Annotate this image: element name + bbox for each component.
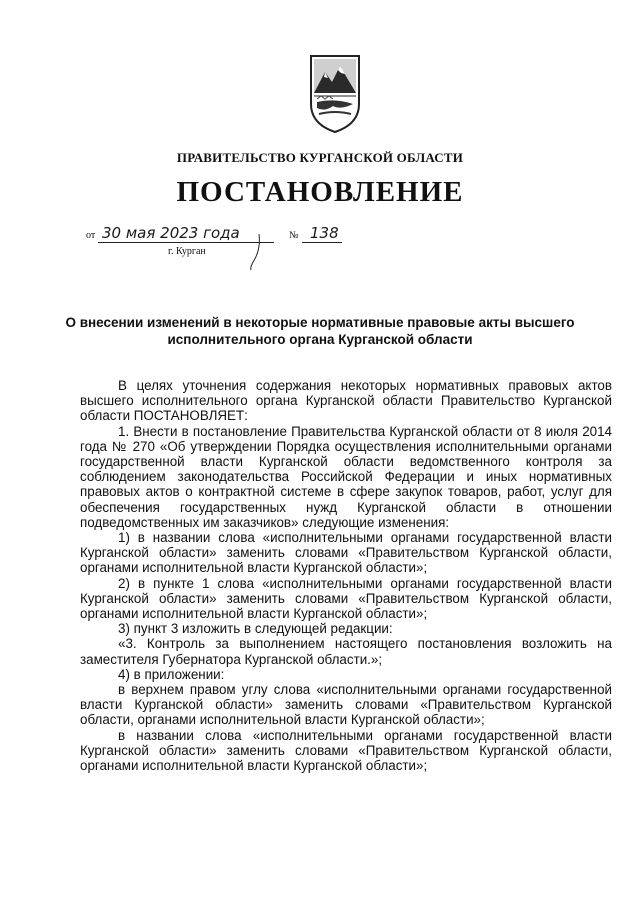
kurgan-region-coat-of-arms-icon xyxy=(305,52,365,134)
paragraph-subitem-1: 1) в названии слова «исполнительными органами государственной власти Курганской области» заменить словами «Правительством Курганской области, органами исполнительной власти Курганской области»; xyxy=(80,530,612,576)
date-from-label: от xyxy=(86,230,96,241)
document-type-title: ПОСТАНОВЛЕНИЕ xyxy=(176,176,464,208)
paragraph-subitem-2: 2) в пункте 1 слова «исполнительными органами государственной власти Курганской области» заменить словами «Правительством Курганской области, органами исполнительной власти Курганской области»; xyxy=(80,575,612,622)
document-body xyxy=(80,378,612,773)
handwritten-date: 30 мая 2023 года xyxy=(102,224,240,242)
paragraph-quote-3: «3. Контроль за выполнением настоящего постановления возложить на заместителя Губернатора Курганской области.»; xyxy=(80,636,612,667)
number-underline xyxy=(302,242,342,243)
paragraph-subitem-3: 3) пункт 3 изложить в следующей редакции: xyxy=(118,621,393,637)
paragraph-item-1: 1. Внести в постановление Правительства Курганской области от 8 июля 2014 года № 270 «Об утверждении Порядка осуществления исполнительными органами государственной власти Курганской области ведомственного контроля за соблюдением законодательства Российской Федерации и иных нормативных правовых актов о контрактной системе в сфере закупок товаров, работ, услуг для обеспечения государственных нужд Курганской области в отношении подведомственных им заказчиков» следующие изменения: xyxy=(80,423,612,530)
city-label: г. Курган xyxy=(168,246,206,257)
document-subject: О внесении изменений в некоторые нормативные правовые акты высшего исполнительного органа Курганской области xyxy=(65,315,575,347)
paragraph-preamble: В целях уточнения содержания некоторых нормативных правовых актов высшего исполнительного органа Курганской области Правительство Курганской области ПОСТАНОВЛЯЕТ: xyxy=(80,378,612,424)
paragraph-subitem-4: 4) в приложении: xyxy=(118,666,225,682)
signature-stroke xyxy=(247,232,263,272)
paragraph-title-change: в названии слова «исполнительными органами государственной власти Курганской области» заменить словами «Правительством Курганской области, органами исполнительной власти Курганской области»; xyxy=(80,727,612,774)
paragraph-upper-corner: в верхнем правом углу слова «исполнительными органами государственной власти Курганской области» заменить словами «Правительством Курганской области, органами исполнительной власти Курганской области»; xyxy=(80,682,612,728)
number-label: № xyxy=(289,230,299,241)
organization-name: ПРАВИТЕЛЬСТВО КУРГАНСКОЙ ОБЛАСТИ xyxy=(176,150,464,165)
handwritten-number: 138 xyxy=(310,224,339,242)
